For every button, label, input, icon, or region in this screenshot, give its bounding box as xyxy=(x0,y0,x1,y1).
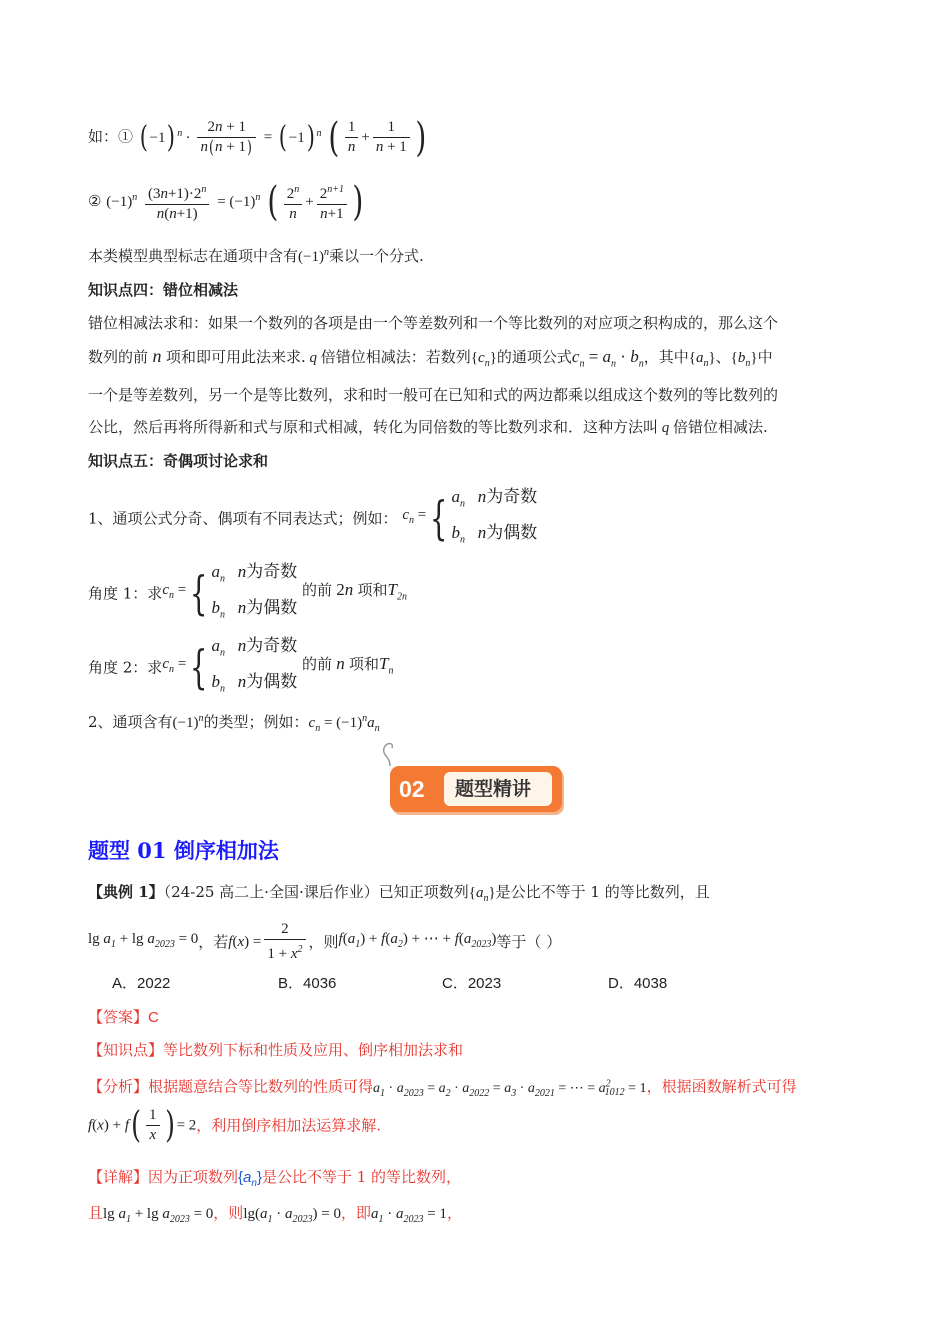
kp5-item-1: 1、通项公式分奇、偶项有不同表达式；例如： $c_n$ ={ $a_n$ n为奇数 $b_n$ n为偶数 xyxy=(88,487,538,546)
kp4-paragraph-line-3: 一个是等差数列，另一个是等比数列，求和时一般可在已知和式的两边都乘以组成这个数列的等比数列的 xyxy=(88,386,779,404)
model-note: 本类模型典型标志在通项中含有$(-1)^n$乘以一个分式. xyxy=(88,247,424,265)
circle-two: ② xyxy=(88,192,102,210)
analysis-line-2: f(x) + f( $\frac{1}{x}$ ) = 2，利用倒序相加法运算求解. xyxy=(88,1104,382,1146)
answer-line: 【答案】C xyxy=(88,1008,159,1026)
detail-line-2: 且$\lg a_1 + \lg a_{2023} = 0$，则$\lg(a_1 \cdot a_{2023}) = 0$，即$a_1 \cdot a_{2023} = 1$， xyxy=(88,1204,462,1225)
badge-label: 题型精讲 xyxy=(455,778,532,800)
option-a: A．2022 xyxy=(112,975,171,992)
example-prefix: 如：① xyxy=(88,127,134,146)
option-c: C．2023 xyxy=(442,975,502,992)
example-formula-1: 如：① ( −1) $^n$ · $\frac{2n + 1}{n(n + 1)}$ = ( −1) $^n$ ( $\frac{1}{n}$ + $\frac{1}{n + 1}$ ) xyxy=(88,114,427,161)
kp4-paragraph-line-4: 公比，然后再将所得新和式与原和式相减，转化为同倍数的等比数列求和．这种方法叫 q 倍错位相减法. xyxy=(88,418,768,436)
kp5-item-2: 2、通项含有$(-1)^n$的类型；例如：$c_n = (-1)^na_n$ xyxy=(88,713,380,734)
knowledge-line: 【知识点】等比数列下标和性质及应用、倒序相加法求和 xyxy=(88,1041,464,1059)
badge-label-box xyxy=(444,772,552,806)
example-1-line-2: $\lg a_1 + \lg a_{2023} = 0$，若f(x) = $\frac{2}{1 + x^2}$ ，则$f(a_1) + f(a_2)$ + ⋯ + $f(a_{2023})$等于（ ） xyxy=(88,921,562,962)
analysis-line-1: 【分析】根据题意结合等比数列的性质可得$a_1 \cdot a_{2023} = a_2 \cdot a_{2022} = a_3 \cdot a_{2021}$ = ⋯ = $a^2_{1012} = 1$，根据函数解析式可得 xyxy=(88,1077,797,1099)
angle-2: 角度 2：求$c_n$ ={ $a_n$ n为奇数 $b_n$ n为偶数 的前 n 项和$T_n$ xyxy=(88,636,394,695)
badge-number: 02 xyxy=(399,776,425,802)
options-row xyxy=(112,974,667,994)
type-heading: 题型 01 倒序相加法 xyxy=(88,838,279,863)
option-d: D．4038 xyxy=(608,975,668,992)
example-1-line-1: 【典例 1】（24-25 高二上·全国·课后作业）已知正项数列$\{a_n\}$是公比不等于 1 的等比数列，且 xyxy=(88,883,710,904)
section-badge xyxy=(390,766,565,816)
kp4-paragraph-line-1: 错位相减法求和：如果一个数列的各项是由一个等差数列和一个等比数列的对应项之积构成的，那么这个 xyxy=(88,314,779,332)
kp4-title: 知识点四：错位相减法 xyxy=(88,281,239,299)
detail-line-1: 【详解】因为正项数列$\{a_n\}$是公比不等于 1 的等比数列， xyxy=(88,1168,462,1189)
kp5-title: 知识点五：奇偶项讨论求和 xyxy=(88,452,269,470)
example-formula-2: ② $(-1)^n$ $\frac{(3n+1)\cdot 2^n}{n(n+1)}$ = $(-1)^n$ ( $\frac{2^n}{n}$ + $\frac{2^{n+1}}{n+1}$ ) xyxy=(88,179,364,225)
option-b: B．4036 xyxy=(278,975,337,992)
hook-icon xyxy=(378,738,402,766)
kp4-paragraph-line-2: 数列的前 n 项和即可用此法来求. q 倍错位相减法：若数列$\{c_n\}$的通项公式$c_n = a_n \cdot b_n$，其中$\{a_n\}$、$\{b_n\}$中 xyxy=(88,346,773,370)
angle-1: 角度 1：求$c_n$ ={ $a_n$ n为奇数 $b_n$ n为偶数 的前 2n 项和$T_{2n}$ xyxy=(88,562,408,621)
